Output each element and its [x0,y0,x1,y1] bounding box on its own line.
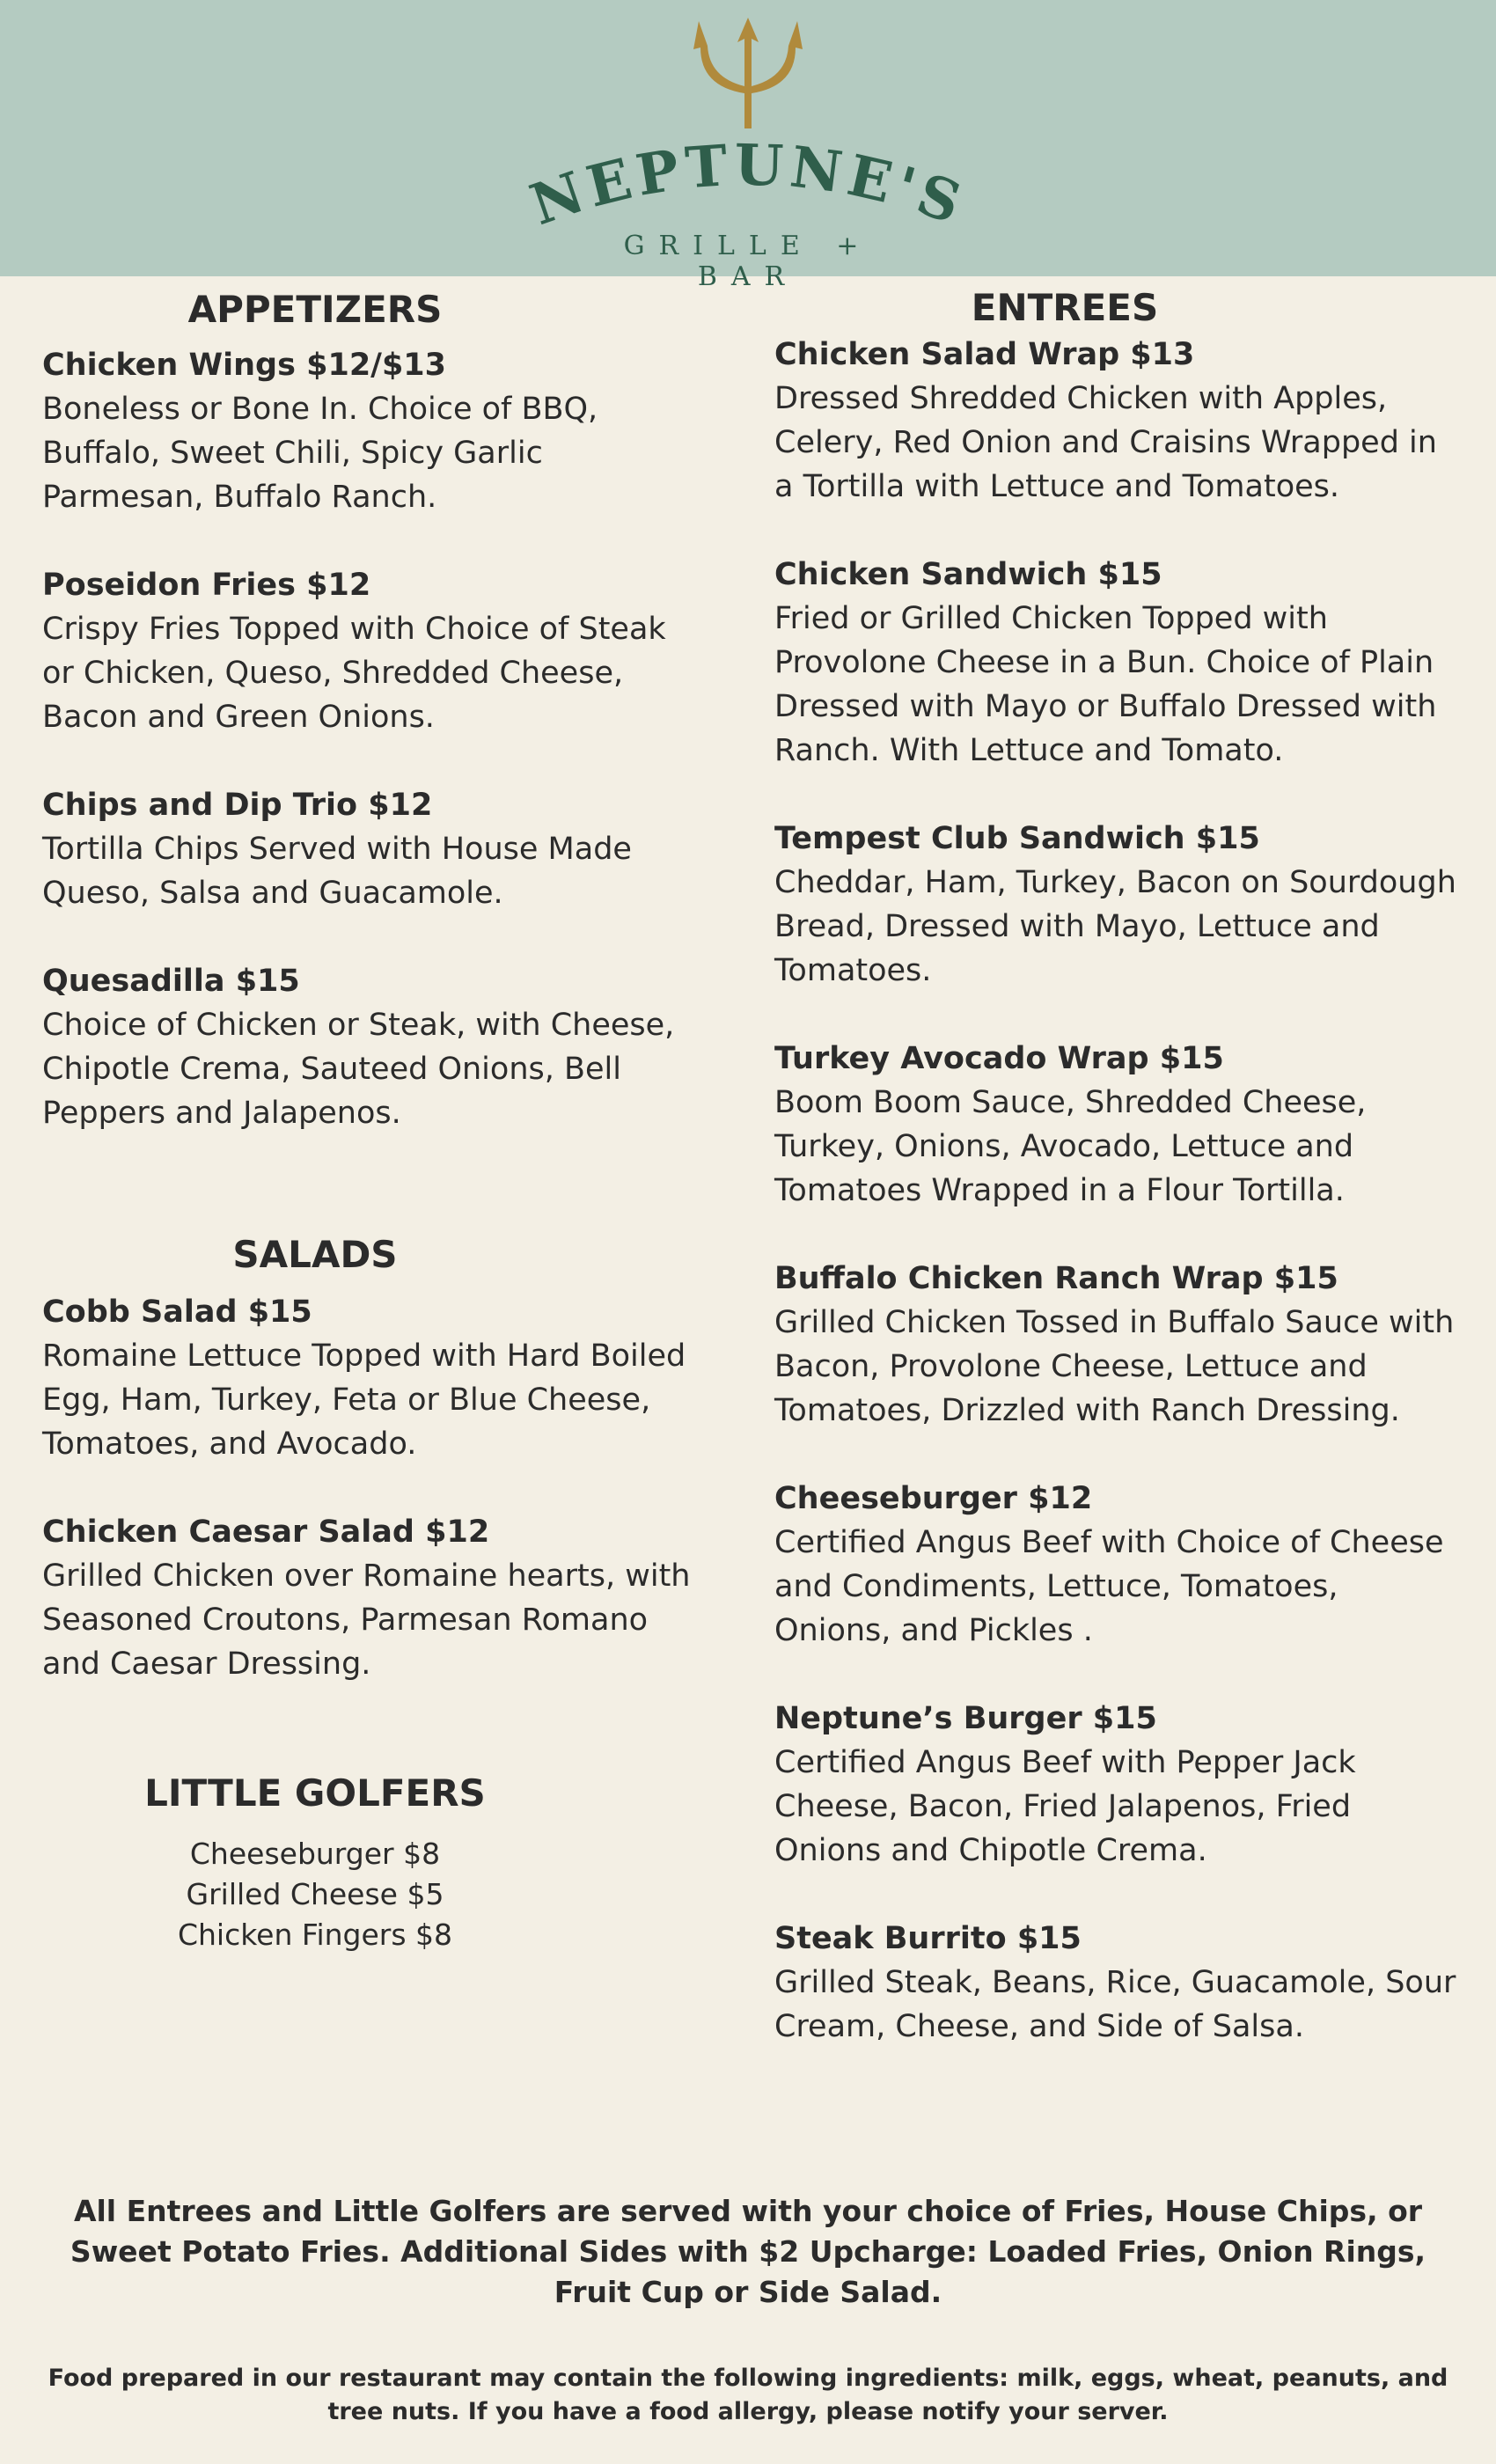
menu-item [42,563,693,739]
little-golfers-title: LITTLE GOLFERS [144,1771,486,1815]
little-golfers-section [42,1767,588,1955]
appetizers-section [42,283,693,1135]
item-name: Chicken Caesar Salad $12 [42,1514,490,1550]
sides-note: All Entrees and Little Golfers are served with your choice of Fries, House Chips, or Sweet Potato Fries. Additional Sides with $2 Upcharge: Loaded Fries, Onion Rings, Fruit Cup or Side Salad. [70,2194,1426,2309]
menu-item [774,1477,1461,1653]
item-description: Certified Angus Beef with Choice of Cheese and Condiments, Lettuce, Tomatoes, Onions, and Pickles . [774,1525,1444,1648]
menu-item [42,1510,693,1686]
entrees-title: ENTREES [971,286,1159,329]
menu-item [774,817,1461,993]
right-column [774,283,1461,2093]
item-name: Cheeseburger $12 [774,1481,1093,1516]
item-name: Chips and Dip Trio $12 [42,788,433,823]
item-description: Dressed Shredded Chicken with Apples, Celery, Red Onion and Craisins Wrapped in a Tortilla with Lettuce and Tomatoes. [774,381,1437,504]
list-item: Grilled Cheese $5 [186,1877,444,1911]
item-description: Choice of Chicken or Steak, with Cheese, Chipotle Crema, Sauteed Onions, Bell Peppers and Jalapenos. [42,1008,675,1131]
menu-item [774,1917,1461,2049]
menu-item [42,1290,693,1466]
header-banner [0,0,1496,292]
item-name: Chicken Wings $12/$13 [42,348,447,383]
salads-title: SALADS [232,1233,398,1276]
menu-item [774,1697,1461,1873]
left-column [42,283,693,1955]
salads-section [42,1228,693,1686]
item-name: Buffalo Chicken Ranch Wrap $15 [774,1261,1338,1296]
menu-item [774,1257,1461,1433]
item-name: Turkey Avocado Wrap $15 [774,1041,1224,1076]
list-item: Chicken Fingers $8 [177,1918,453,1952]
item-description: Crispy Fries Topped with Choice of Steak or Chicken, Queso, Shredded Cheese, Bacon and Green Onions. [42,612,666,735]
item-description: Boneless or Bone In. Choice of BBQ, Buffalo, Sweet Chili, Spicy Garlic Parmesan, Buffalo Ranch. [42,392,598,515]
logo-subtitle: GRILLE + BAR [623,231,873,292]
item-name: Poseidon Fries $12 [42,568,371,603]
menu-item [42,783,693,915]
menu-item [774,553,1461,773]
item-name: Quesadilla $15 [42,964,300,999]
item-description: Fried or Grilled Chicken Topped with Provolone Cheese in a Bun. Choice of Plain Dressed with Mayo or Buffalo Dressed with Ranch. With Lettuce and Tomato. [774,601,1437,768]
item-description: Certified Angus Beef with Pepper Jack Cheese, Bacon, Fried Jalapenos, Fried Onions and Chipotle Crema. [774,1745,1356,1868]
item-name: Tempest Club Sandwich $15 [774,821,1260,856]
menu-item [774,333,1461,509]
item-name: Neptune’s Burger $15 [774,1701,1157,1736]
item-description: Grilled Chicken over Romaine hearts, with Seasoned Croutons, Parmesan Romano and Caesar Dressing. [42,1558,691,1682]
menu-item [774,1037,1461,1213]
item-description: Grilled Steak, Beans, Rice, Guacamole, Sour Cream, Cheese, and Side of Salsa. [774,1965,1456,2044]
item-name: Chicken Sandwich $15 [774,557,1162,592]
item-description: Romaine Lettuce Topped with Hard Boiled Egg, Ham, Turkey, Feta or Blue Cheese, Tomatoes, and Avocado. [42,1338,686,1462]
item-description: Tortilla Chips Served with House Made Queso, Salsa and Guacamole. [42,832,632,911]
trident-icon [686,16,810,130]
menu-item [42,343,693,519]
entrees-section [774,283,1461,2049]
appetizers-title: APPETIZERS [187,288,443,331]
allergy-note: Food prepared in our restaurant may contain the following ingredients: milk, eggs, wheat, peanuts, and tree nuts. If you have a food allergy, please notify your server. [48,2365,1448,2425]
item-description: Boom Boom Sauce, Shredded Cheese, Turkey, Onions, Avocado, Lettuce and Tomatoes Wrapped in a Flour Tortilla. [774,1085,1367,1208]
item-name: Steak Burrito $15 [774,1921,1082,1956]
item-name: Chicken Salad Wrap $13 [774,337,1195,372]
list-item: Cheeseburger $8 [189,1837,441,1871]
menu-item [42,959,693,1135]
item-name: Cobb Salad $15 [42,1294,312,1330]
item-description: Cheddar, Ham, Turkey, Bacon on Sourdough Bread, Dressed with Mayo, Lettuce and Tomatoes. [774,865,1456,988]
logo-name: NEPTUNE'S [522,132,974,239]
item-description: Grilled Chicken Tossed in Buffalo Sauce with Bacon, Provolone Cheese, Lettuce and Tomatoes, Drizzled with Ranch Dressing. [774,1305,1455,1428]
